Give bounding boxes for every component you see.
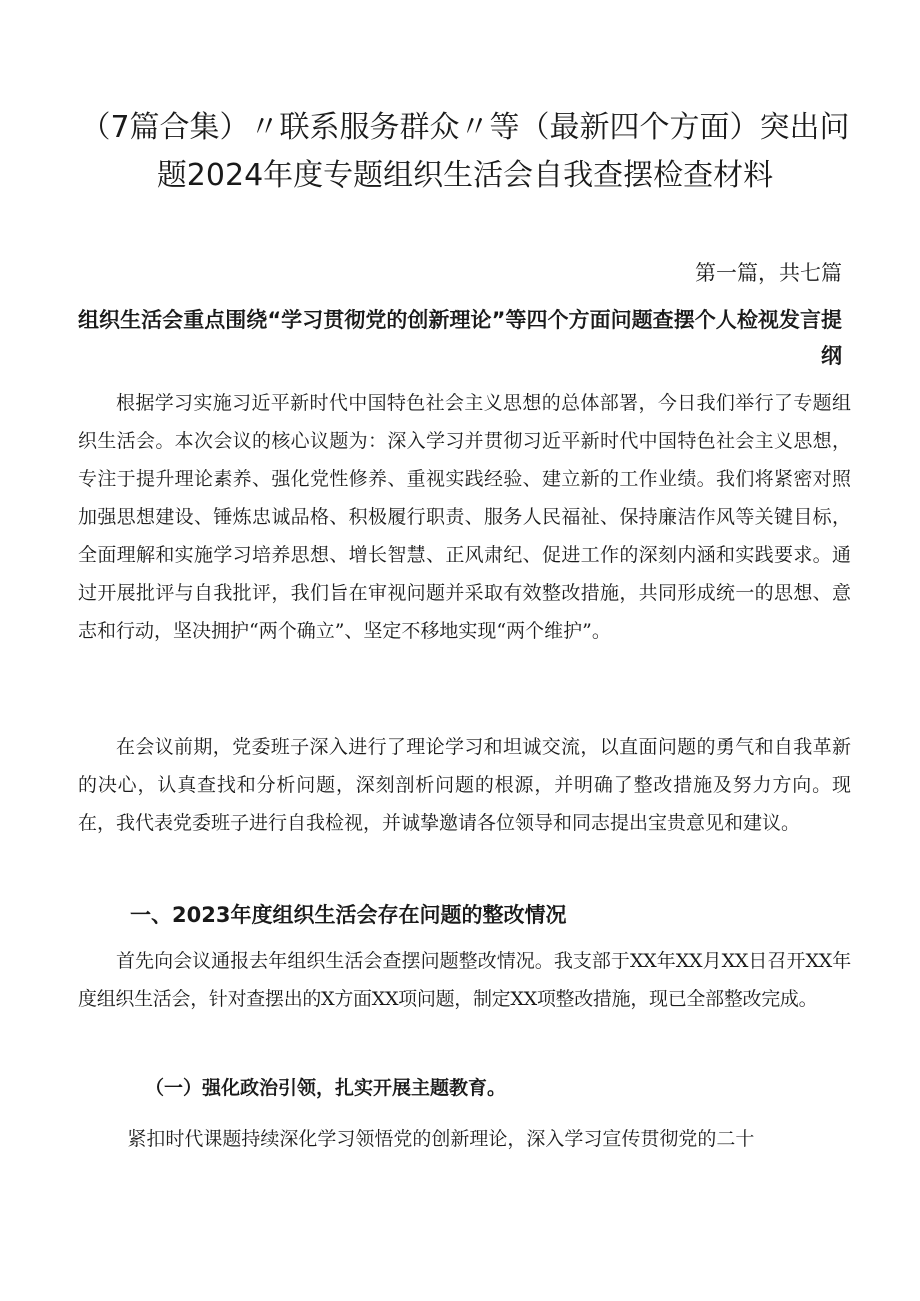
body-paragraph-2: 在会议前期，党委班子深入进行了理论学习和坦诚交流，以直面问题的勇气和自我革新的决心，认真查找和分析问题，深刻剖析问题的根源，并明确了整改措施及努力方向。现在，我代表党委班子进行自我检视，并诚挚邀请各位领导和同志提出宝贵意见和建议。	[78, 736, 851, 834]
document-title: （7篇合集）〃联系服务群众〃等（最新四个方面）突出问题2024年度专题组织生活会自我查摆检查材料	[80, 110, 850, 193]
body-paragraph-1: 根据学习实施习近平新时代中国特色社会主义思想的总体部署，今日我们举行了专题组织生活会。本次会议的核心议题为：深入学习并贯彻习近平新时代中国特色社会主义思想，专注于提升理论素养、强化党性修养、重视实践经验、建立新的工作业绩。我们将紧密对照加强思想建设、锤炼忠诚品格、积极履行职责、服务人民福祉、保持廉洁作风等关键目标，全面理解和实施学习培养思想、增长智慧、正风肃纪、促进工作的深刻内涵和实践要求。通过开展批评与自我批评，我们旨在审视问题并采取有效整改措施，共同形成统一的思想、意志和行动，坚决拥护“两个确立”、坚定不移地实现“两个维护”。	[78, 392, 851, 642]
body-paragraph-3: 首先向会议通报去年组织生活会查摆问题整改情况。我支部于XX年XX月XX日召开XX年度组织生活会，针对查摆出的X方面XX项问题，制定XX项整改措施，现已全部整改完成。	[78, 950, 851, 1010]
section-subtitle: 组织生活会重点围绕“学习贯彻党的创新理论”等四个方面问题查摆个人检视发言提纲	[78, 308, 842, 368]
subsection-heading-1: （一）强化政治引领，扎实开展主题教育。	[145, 1077, 507, 1099]
section-count: 第一篇，共七篇	[695, 261, 842, 285]
body-paragraph-4: 紧扣时代课题持续深化学习领悟党的创新理论，深入学习宣传贯彻党的二十	[127, 1128, 755, 1150]
section-heading-1: 一、2023年度组织生活会存在问题的整改情况	[130, 903, 567, 927]
